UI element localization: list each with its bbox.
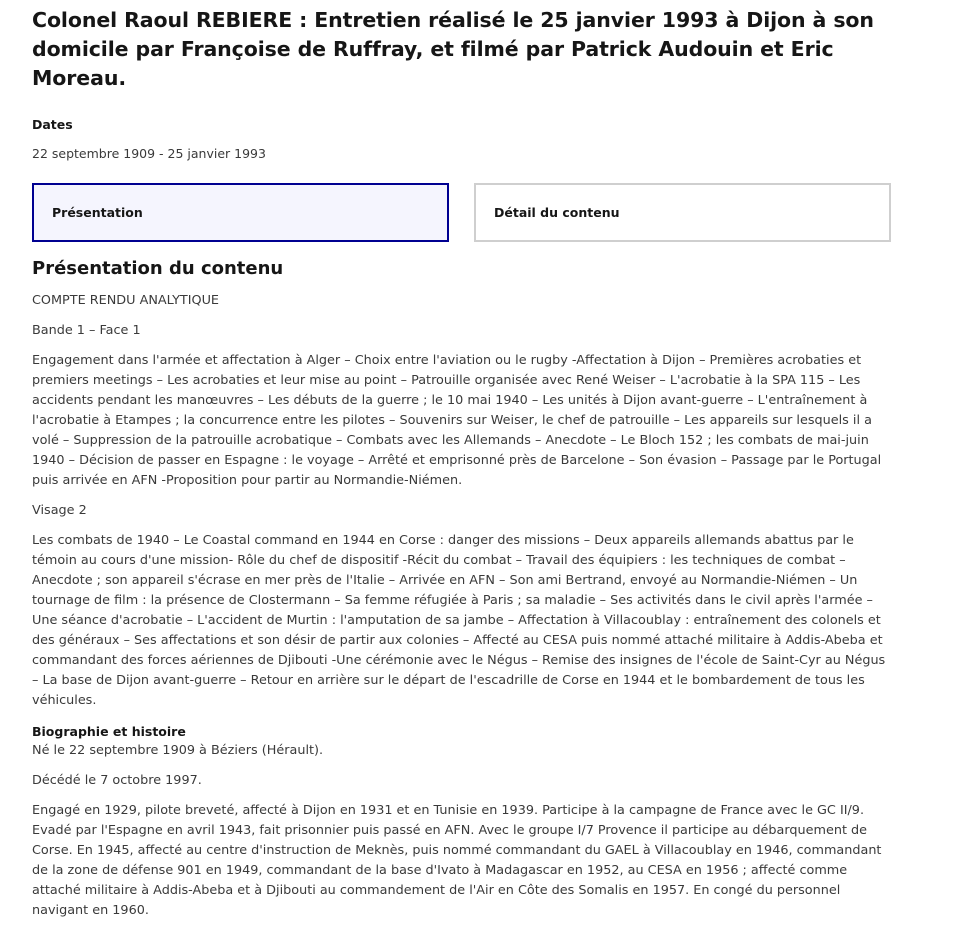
tab-presentation[interactable]: Présentation xyxy=(32,183,449,242)
biography-heading: Biographie et histoire xyxy=(32,724,186,739)
band-1-label: Bande 1 – Face 1 xyxy=(32,323,141,338)
biography-died: Décédé le 7 octobre 1997. xyxy=(32,773,202,788)
tab-list xyxy=(32,183,892,242)
biography-career: Engagé en 1929, pilote breveté, affecté à Dijon en 1931 et en Tunisie en 1939. Participe à la campagne de France avec le GC II/9. Evadé par l'Espagne en avril 1943, fait prisonnier puis passé en AFN. Avec le groupe I/7 Provence il participe au débarquement de Corse. En 1945, affecté au centre d'instruction de Meknès, puis nommé commandant du GAEL à Villacoublay en 1946, commandant de la zone de défense 901 en 1949, commandant de la base d'Ivato à Madagascar en 1952, au CESA en 1956 ; affecté comme attaché militaire à Addis-Abeba et à Djibouti au commandement de l'Air en Côte des Somalis en 1957. En congé du personnel navigant en 1960. xyxy=(32,803,882,918)
band-1-text: Engagement dans l'armée et affectation à Alger – Choix entre l'aviation ou le rugby -Affectation à Dijon – Premières acrobaties et premiers meetings – Les acrobaties et leur mise au point – Patrouille organisée avec René Weiser – L'acrobatie à la SPA 115 – Les accidents pendant les manœuvres – Les débuts de la guerre ; le 10 mai 1940 – Les unités à Dijon avant-guerre – L'entraînement à l'acrobatie à Etampes ; la concurrence entre les pilotes – Souvenirs sur Weiser, le chef de patrouille – Les appareils sur lesquels il a volé – Suppression de la patrouille acrobatique – Combats avec les Allemands – Anecdote – Le Bloch 152 ; les combats de mai-juin 1940 – Décision de passer en Espagne : le voyage – Arrêté et emprisonné près de Barcelone – Son évasion – Passage par le Portugal puis arrivée en AFN -Proposition pour partir au Normandie-Niémen. xyxy=(32,353,882,488)
band-2-text: Les combats de 1940 – Le Coastal command en 1944 en Corse : danger des missions – Deux appareils allemands abattus par le témoin au cours d'une mission- Rôle du chef de dispositif -Récit du combat – Travail des équipiers : les techniques de combat – Anecdote ; son appareil s'écrase en mer près de l'Italie – Arrivée en AFN – Son ami Bertrand, envoyé au Normandie-Niémen – Un tournage de film : la présence de Clostermann – Sa femme réfugiée à Paris ; sa maladie – Ses activités dans le civil après l'armée – Une séance d'acrobatie – L'accident de Murtin : l'amputation de sa jambe – Affectation à Villacoublay : entraînement des colonels et des généraux – Ses affectations et son désir de partir aux colonies – Affecté au CESA puis nommé attaché militaire à Addis-Abeba et commandant des forces aériennes de Djibouti -Une cérémonie avec le Négus – Remise des insignes de l'école de Saint-Cyr au Négus – La base de Dijon avant-guerre – Retour en arrière sur le départ de l'escadrille de Corse en 1944 et le bombardement de tous les véhicules. xyxy=(32,533,886,708)
section-heading-presentation: Présentation du contenu xyxy=(32,258,284,279)
band-2-label: Visage 2 xyxy=(32,503,87,518)
analytic-report-label: COMPTE RENDU ANALYTIQUE xyxy=(32,293,220,308)
tab-content-detail[interactable]: Détail du contenu xyxy=(474,183,891,242)
biography-born: Né le 22 septembre 1909 à Béziers (Hérault). xyxy=(32,743,324,758)
page-title: Colonel Raoul REBIERE : Entretien réalisé le 25 janvier 1993 à Dijon à son domicile par Françoise de Ruffray, et filmé par Patrick Audouin et Eric Moreau. xyxy=(32,8,874,90)
dates-label: Dates xyxy=(32,117,73,132)
dates-value: 22 septembre 1909 - 25 janvier 1993 xyxy=(32,146,266,161)
